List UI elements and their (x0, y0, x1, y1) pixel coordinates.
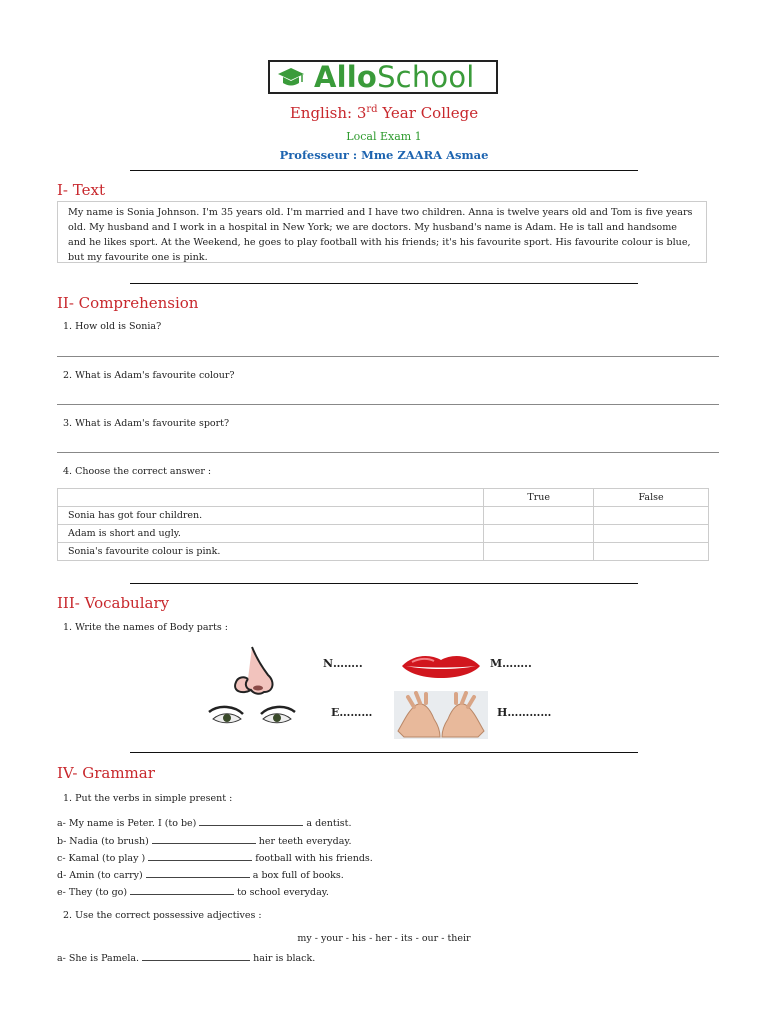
grammar-item-a: a- My name is Peter. I (to be) a dentist. (57, 818, 352, 829)
hands-label: H………… (497, 706, 552, 719)
divider (130, 583, 638, 584)
logo-text: AlloSchool (314, 60, 475, 94)
question-1: 1. How old is Sonia? (63, 321, 162, 332)
grammar-item-d: d- Amin (to carry) a box full of books. (57, 870, 344, 881)
professor-name: Professeur : Mme ZAARA Asmae (279, 148, 489, 162)
grammar-item-b: b- Nadia (to brush) her teeth everyday. (57, 836, 352, 847)
question-3: 3. What is Adam's favourite sport? (63, 418, 230, 429)
true-cell[interactable] (484, 525, 594, 543)
table-row (58, 525, 709, 543)
false-cell[interactable] (594, 507, 709, 525)
grammar-instruction-1: 1. Put the verbs in simple present : (63, 793, 233, 804)
true-false-table (57, 488, 709, 561)
reading-text: My name is Sonia Johnson. I'm 35 years old. I'm married and I have two children. Anna is twelve years old and Tom is five years old. My husband and I work in a hospital in New York; we are doctors. My husband's name is Adam. He is tall and handsome and he likes sport. At the Weekend, he goes to play football with his friends; it's his favourite sport. His favourite colour is blue, but my favourite one is pink. (57, 201, 707, 263)
hands-image (394, 691, 488, 739)
nose-label: N…….. (323, 657, 363, 670)
section-heading-text: I- Text (57, 181, 105, 199)
true-cell[interactable] (484, 543, 594, 561)
divider (130, 752, 638, 753)
section-heading-vocabulary: III- Vocabulary (57, 594, 170, 612)
answer-line-2[interactable] (57, 404, 719, 405)
answer-blank[interactable] (146, 868, 250, 878)
answer-line-3[interactable] (57, 452, 719, 453)
section-heading-grammar: IV- Grammar (57, 764, 155, 782)
possessive-options: my - your - his - her - its - our - their (297, 933, 471, 944)
answer-blank[interactable] (142, 951, 250, 961)
divider (130, 283, 638, 284)
false-cell[interactable] (594, 543, 709, 561)
possessive-item-a: a- She is Pamela. hair is black. (57, 953, 316, 964)
vocabulary-instruction: 1. Write the names of Body parts : (63, 622, 228, 633)
alloschool-logo (268, 60, 498, 94)
true-cell[interactable] (484, 507, 594, 525)
question-4: 4. Choose the correct answer : (63, 466, 212, 477)
false-cell[interactable] (594, 525, 709, 543)
eyes-image (207, 704, 297, 726)
divider (130, 170, 638, 171)
table-header-row (58, 489, 709, 507)
table-row (58, 543, 709, 561)
table-header-true: True (484, 489, 594, 507)
graduation-cap-icon (278, 67, 304, 89)
answer-blank[interactable] (199, 816, 303, 826)
table-row (58, 507, 709, 525)
statement-cell: Adam is short and ugly. (58, 525, 484, 543)
statement-cell: Sonia has got four children. (58, 507, 484, 525)
mouth-image (400, 652, 482, 682)
question-2: 2. What is Adam's favourite colour? (63, 370, 235, 381)
answer-blank[interactable] (152, 834, 256, 844)
answer-blank[interactable] (130, 885, 234, 895)
answer-blank[interactable] (148, 851, 252, 861)
section-heading-comprehension: II- Comprehension (57, 294, 199, 312)
eyes-label: E……… (331, 706, 373, 719)
table-header-cell (58, 489, 484, 507)
table-header-false: False (594, 489, 709, 507)
statement-cell: Sonia's favourite colour is pink. (58, 543, 484, 561)
answer-line-1[interactable] (57, 356, 719, 357)
grammar-item-e: e- They (to go) to school everyday. (57, 887, 329, 898)
page-title: English: 3rd Year College (289, 104, 479, 122)
mouth-label: M…….. (490, 657, 532, 670)
grammar-item-c: c- Kamal (to play ) football with his friends. (57, 853, 373, 864)
exam-subtitle: Local Exam 1 (346, 130, 422, 143)
nose-image (228, 645, 280, 697)
grammar-instruction-2: 2. Use the correct possessive adjectives : (63, 910, 262, 921)
